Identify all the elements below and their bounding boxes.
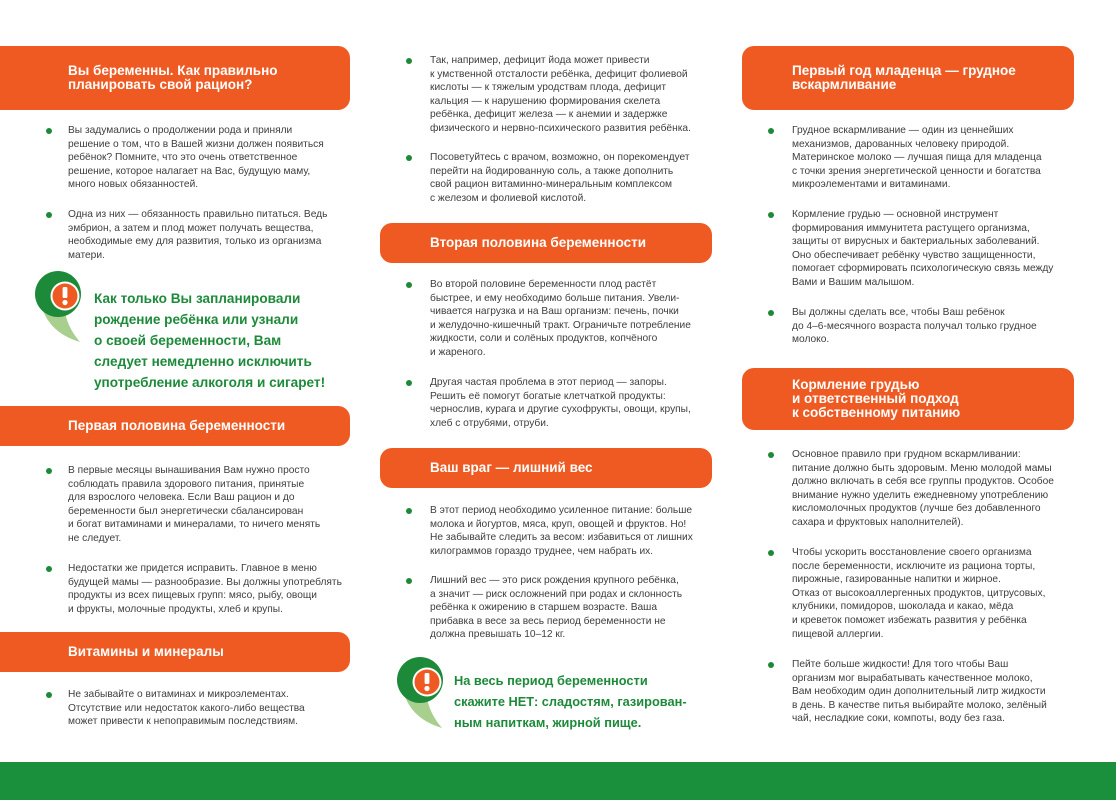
bullet-dot — [46, 212, 52, 218]
banner-excess-weight: Ваш враг — лишний вес — [380, 448, 712, 488]
banner-planning: Вы беременны. Как правильно планировать свой рацион? — [0, 46, 350, 110]
bullet-dot — [406, 155, 412, 161]
paragraph-weight-risk: Лишний вес — это риск рождения крупного ребёнка, а значит — риск осложнений при родах и склонность ребёнка к ожирению в старшем возрасте. Ваша прибавка в весе за весь период беременности не должна превышать 10–12 кг. — [430, 575, 683, 641]
paragraph-first-months: В первые месяцы вынашивания Вам нужно просто соблюдать правила здорового питания, принятые для взрослого человека. Если Ваш рацион и до беременности был энергетически сбалансирован и богат витаминами и минералами, то ничего менять не следует. — [68, 465, 321, 544]
banner-first-half: Первая половина беременности — [0, 406, 350, 446]
bullet-dot — [406, 578, 412, 584]
paragraph-immunity: Кормление грудью — основной инструмент формирования иммунитета растущего организма, защиты от вирусных и бактериальных заболеваний. Оно обеспечивает ребёнку чувство защищенности, помогает сформировать психологическую связь между Вами и Вашим малышом. — [792, 209, 1054, 288]
paragraph-breastfeeding: Грудное вскармливание — один из ценнейших механизмов, дарованных человеку природой. Материнское молоко — лучшая пища для младенца с точки зрения энергетической ценности и богатства микроэлементами и витаминами. — [792, 125, 1042, 191]
bullet-dot — [406, 282, 412, 288]
paragraph-constipation: Другая частая проблема в этот период — запоры. Решить её помогут богатые клетчаткой продукты: чернослив, курага и другие сухофрукты, овощи, крупы, хлеб с отрубями, отруби. — [430, 377, 691, 429]
banner-first-year: Первый год младенца — грудное вскармливание — [742, 46, 1074, 110]
bullet-dot — [46, 692, 52, 698]
exclamation-bubble-icon — [32, 270, 84, 344]
paragraph-decision: Вы задумались о продолжении рода и приняли решение о том, что в Вашей жизни должен появиться ребёнок? Помните, что это очень ответственное решение, которое налагает на Вас, будущую маму, много новых обязанностей. — [68, 125, 324, 191]
paragraph-vitamins: Не забывайте о витаминах и микроэлементах. Отсутствие или недостаток какого-либо вещества может привести к непоправимым последствиям. — [68, 689, 305, 728]
exclamation-bubble-icon — [394, 656, 446, 730]
bullet-dot — [768, 212, 774, 218]
banner-second-half: Вторая половина беременности — [380, 223, 712, 263]
paragraph-doctor: Посоветуйтесь с врачом, возможно, он порекомендует перейти на йодированную соль, а также дополнить свой рацион витаминно-минеральным комплексом с железом и фолиевой кислотой. — [430, 152, 690, 204]
banner-vitamins: Витамины и минералы — [0, 632, 350, 672]
paragraph-nutrition: В этот период необходимо усиленное питание: больше молока и йогуртов, мяса, круп, овощей и фруктов. Но! Не забывайте следить за весом: избавиться от лишних килограммов гораздо труднее, чем набрать их. — [430, 505, 693, 557]
footer-bar — [0, 762, 1116, 800]
bullet-dot — [768, 452, 774, 458]
paragraph-exclusive: Вы должны сделать все, чтобы Ваш ребёнок до 4–6-месячного возраста получал только грудное молоко. — [792, 307, 1037, 346]
paragraph-deficits: Так, например, дефицит йода может привести к умственной отсталости ребёнка, дефицит фолиевой кислоты — к тяжелым уродствам плода, дефицит кальция — к нарушению формирования скелета ребёнка, дефицит железа — к анемии и задержке физического и нервно-психического развития ребёнка. — [430, 55, 691, 134]
bullet-dot — [768, 310, 774, 316]
paragraph-duty: Одна из них — обязанность правильно питаться. Ведь эмбрион, а затем и плод может получать вещества, необходимые ему для развития, только из организма матери. — [68, 209, 328, 261]
bullet-dot — [406, 508, 412, 514]
paragraph-second-half: Во второй половине беременности плод растёт быстрее, и ему необходимо больше питания. Увели- чивается нагрузка и на Ваш организм: печень, почки и желудочно-кишечный тракт. Ограничьте потребление жидкости, соли и солёных продуктов, копчёного и жареного. — [430, 279, 691, 358]
warning-alcohol: Как только Вы запланировали рождение ребёнка или узнали о своей беременности, Вам следует немедленно исключить употребление алкоголя и сигарет! — [94, 291, 326, 390]
bullet-dot — [406, 380, 412, 386]
bullet-dot — [46, 468, 52, 474]
bullet-dot — [768, 662, 774, 668]
bullet-dot — [768, 550, 774, 556]
banner-responsible-nutrition: Кормление грудью и ответственный подход к собственному питанию — [742, 368, 1074, 430]
warning-sweets: На весь период беременности скажите НЕТ: сладостям, газирован- ным напиткам, жирной пище. — [454, 673, 687, 730]
bullet-dot — [46, 566, 52, 572]
bullet-dot — [406, 58, 412, 64]
paragraph-main-rule: Основное правило при грудном вскармливании: питание должно быть здоровым. Меню молодой мамы должно включать в себя все группы продуктов. Особое внимание нужно уделить ежедневному употреблению кисломолочных продуктов (лучше без добавленного сахара и фруктовых наполнителей). — [792, 449, 1054, 528]
bullet-dot — [768, 128, 774, 134]
paragraph-variety: Недостатки же придется исправить. Главное в меню будущей мамы — разнообразие. Вы должны употреблять продукты из всех пищевых групп: мясо, рыбу, овощи и фрукты, молочные продукты, хлеб и крупы. — [68, 563, 342, 615]
paragraph-fluids: Пейте больше жидкости! Для того чтобы Ваш организм мог вырабатывать качественное молоко, Вам необходим один дополнительный литр жидкости в день. В качестве питья выбирайте молоко, зелёный чай, несладкие соки, компоты, воду без газа. — [792, 659, 1047, 725]
paragraph-recovery: Чтобы ускорить восстановление своего организма после беременности, исключите из рациона торты, пирожные, газированные напитки и жирное. Отказ от высокоаллергенных продуктов, цитрусовых, клубники, помидоров, шоколада и какао, мёда и креветок поможет избежать развития у ребёнка пищевой аллергии. — [792, 547, 1046, 640]
bullet-dot — [46, 128, 52, 134]
